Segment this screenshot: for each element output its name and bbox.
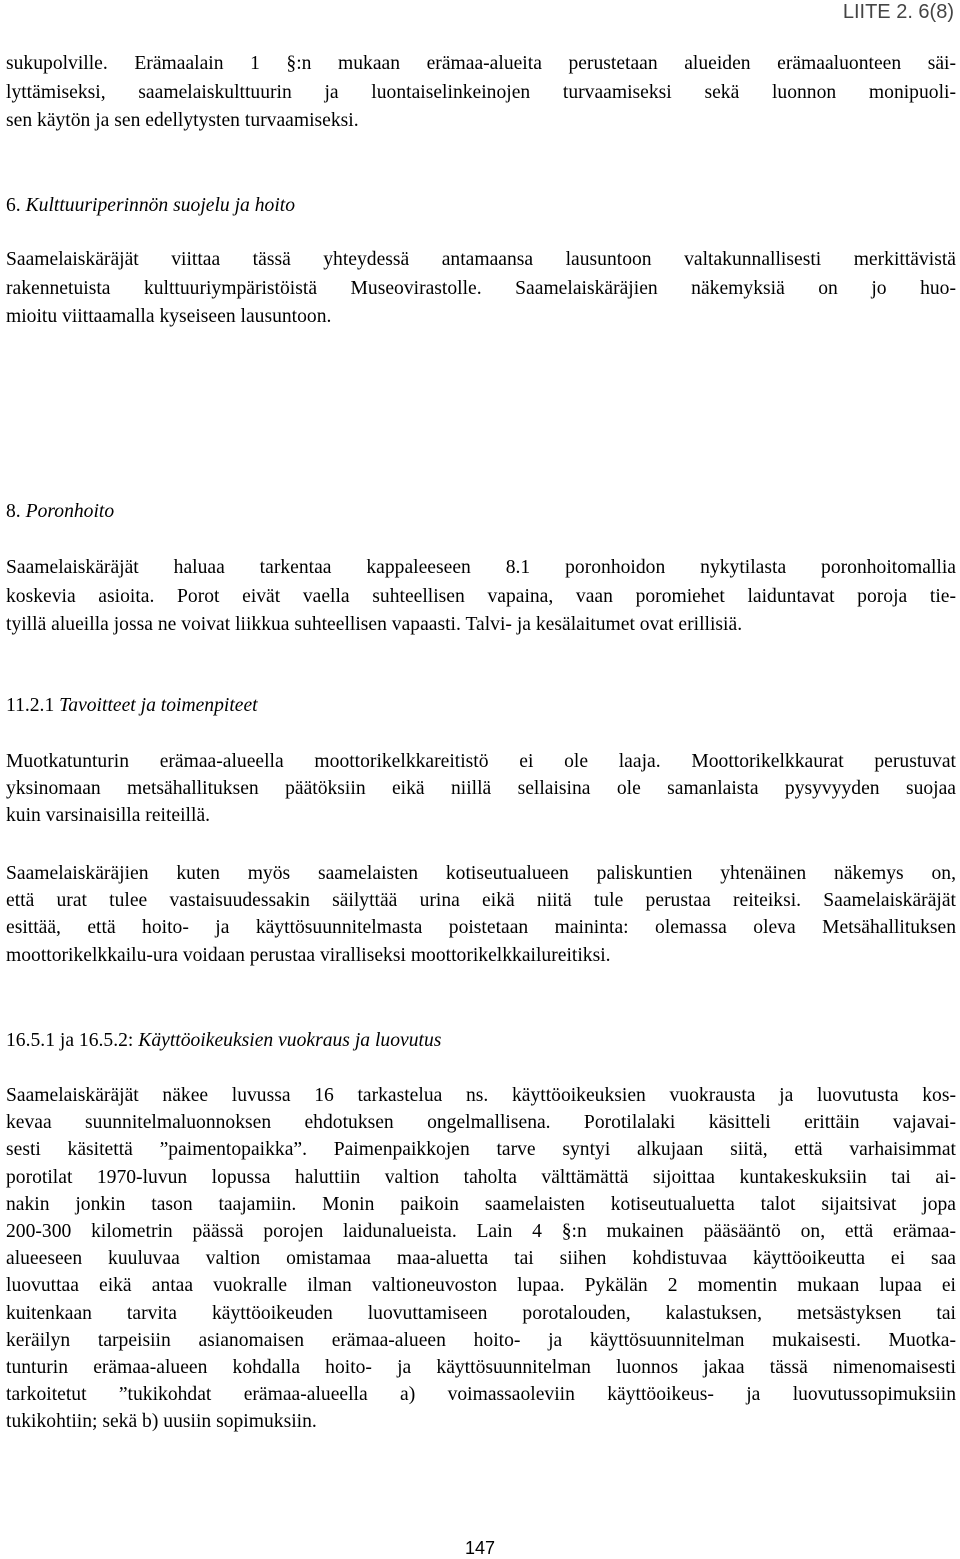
text-line: kuin varsinaisilla reiteillä. — [6, 805, 211, 827]
text-line: Saamelaiskäräjät haluaa tarkentaa kappaleeseen 8.1 poronhoidon nykytilasta poronhoitomallia — [6, 557, 956, 578]
text-line: Saamelaiskäräjät viittaa tässä yhteydessä antamaansa lausuntoon valtakunnallisesti merkittävistä — [6, 249, 956, 270]
text-line: moottorikelkkailu-ura voidaan perustaa viralliseksi moottorikelkkailureitiksi. — [6, 944, 611, 966]
section-number: 6. — [6, 195, 21, 216]
text-line: mioitu viittaamalla kyseiseen lausuntoon. — [6, 306, 332, 327]
text-line: tarkoitetut ”tukikohdat erämaa-alueella a) voimassaoleviin käyttöoikeus- ja luovutussopimuksiin — [6, 1384, 956, 1406]
text-line: yksinomaan metsähallituksen päätöksiin eikä niillä sellaisina ole samanlaista pysyvyyden suojaa — [6, 778, 956, 800]
text-line: nakin jonkin tason taajamiin. Monin paikoin saamelaisten kotiseutualuetta talot sijaitsivat jopa — [6, 1193, 956, 1215]
text-line: tukikohtiin; sekä b) uusiin sopimuksiin. — [6, 1411, 317, 1433]
section-title: Tavoitteet ja toimenpiteet — [59, 695, 258, 716]
text-line: luovuttaa eikä antaa vuokralle ilman valtioneuvoston lupaa. Pykälän 2 momentin mukaan lupaa ei — [6, 1275, 956, 1297]
section-title: Käyttöoikeuksien vuokraus ja luovutus — [138, 1030, 442, 1051]
text-line: kuitenkaan tarvita käyttöoikeuden luovuttamiseen porotalouden, kalastuksen, metsästyksen tai — [6, 1302, 956, 1324]
section-number: 16.5.1 ja 16.5.2: — [6, 1030, 134, 1051]
text-line: porotilat 1970-luvun lopussa haluttiin valtion taholta välttämättä sijoittaa kuntakeskuksiin tai ai- — [6, 1166, 956, 1188]
text-line: keräilyn tarpeisiin asianomaisen erämaa-alueen hoito- ja käyttösuunnitelman mukaisesti. Muotka- — [6, 1329, 956, 1351]
section-title: Kulttuuriperinnön suojelu ja hoito — [25, 195, 296, 216]
section-heading-16-5 — [6, 1028, 956, 1054]
text-line: Muotkatunturin erämaa-alueella moottorikelkkareitistö ei ole laaja. Moottorikelkkaurat perustuvat — [6, 751, 956, 772]
text-line: lyttämiseksi, saamelaiskulttuurin ja luontaiselinkeinojen turvaamiseksi sekä luonnon monipuoli- — [6, 81, 956, 103]
section-number: 11.2.1 — [6, 695, 55, 716]
section-heading-11-2-1 — [6, 693, 956, 719]
text-line: 200-300 kilometrin päässä porojen laidunalueista. Lain 4 §:n mukainen pääsääntö on, että erämaa- — [6, 1221, 956, 1243]
text-line: rakennetuista kulttuuriympäristöistä Museovirastolle. Saamelaiskäräjien näkemyksiä on jo huo- — [6, 277, 956, 299]
section-heading-6 — [6, 193, 956, 219]
text-line: sesti käsitettä ”paimentopaikka”. Paimenpaikkojen tarve syntyi alkujaan siitä, että varhaisimmat — [6, 1139, 956, 1161]
text-line: tunturin erämaa-alueen kohdalla hoito- ja käyttösuunnitelman luonnos jakaa tässä nimenomaisesti — [6, 1357, 956, 1379]
section-heading-8 — [6, 499, 956, 525]
text-line: kevaa suunnitelmaluonnoksen ehdotuksen ongelmallisena. Porotilalaki käsitteli erittäin vajavai- — [6, 1112, 956, 1134]
text-line: sukupolville. Erämaalain 1 §:n mukaan erämaa-alueita perustetaan alueiden erämaaluonteen säi- — [6, 53, 956, 74]
section-number: 8. — [6, 501, 21, 522]
text-line: koskevia asioita. Porot eivät vaella suhteellisen vapaina, vaan poromiehet laiduntavat poroja tie- — [6, 585, 956, 607]
section-11-2-1-paragraph-2 — [6, 860, 956, 969]
text-line: esittää, että hoito- ja käyttösuunnitelmasta poistetaan maininta: olemassa oleva Metsähallituksen — [6, 917, 956, 939]
intro-paragraph — [6, 50, 956, 136]
text-line: alueeseen kuuluvaa valtion omistamaa maa-aluetta tai siihen kohdistuvaa käyttöoikeutta ei saa — [6, 1248, 956, 1270]
section-6-paragraph — [6, 246, 956, 332]
text-line: Saamelaiskäräjien kuten myös saamelaisten kotiseutualueen paliskuntien yhtenäinen näkemys on, — [6, 863, 956, 884]
appendix-label: LIITE 2. 6(8) — [842, 1, 954, 23]
text-line: Saamelaiskäräjät näkee luvussa 16 tarkastelua ns. käyttöoikeuksien vuokrausta ja luovutusta kos- — [6, 1085, 956, 1106]
section-8-paragraph — [6, 554, 956, 640]
text-line: sen käytön ja sen edellytysten turvaamiseksi. — [6, 110, 359, 131]
section-16-5-paragraph — [6, 1082, 956, 1436]
text-line: että urat tulee vastaisuudessakin säilyttää urina eikä niitä tule perustaa reiteiksi. Saamelaiskäräjät — [6, 890, 956, 912]
section-11-2-1-paragraph-1 — [6, 748, 956, 830]
page-number: 147 — [464, 1538, 496, 1558]
section-title: Poronhoito — [25, 501, 115, 522]
text-line: tyillä alueilla jossa ne voivat liikkua suhteellisen vapaasti. Talvi- ja kesälaitumet ovat erillisiä. — [6, 614, 743, 635]
